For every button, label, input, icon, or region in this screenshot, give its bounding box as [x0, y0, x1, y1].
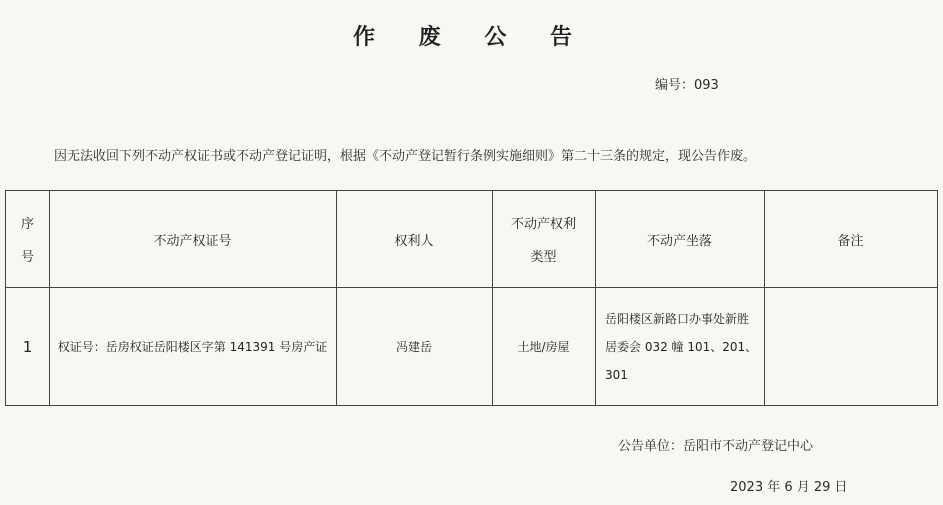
- intro-paragraph: 因无法收回下列不动产权证书或不动产登记证明，根据《不动产登记暂行条例实施细则》第二十三条的规定，现公告作废。: [54, 149, 757, 164]
- header-seq: [6, 191, 49, 287]
- row-cert-no: 权证号：岳房权证岳阳楼区字第 141391 号房产证: [57, 340, 328, 354]
- row-holder: 冯建岳: [395, 340, 432, 354]
- header-right-type-label-b: 类型: [530, 250, 557, 265]
- header-right-type-label-a: 不动产权利: [510, 217, 576, 232]
- row-location-lines: [605, 305, 757, 389]
- row-location-line: 居委会 032 幢 101、201、: [605, 339, 758, 354]
- header-remark: 备注: [837, 233, 864, 249]
- row-location-line: 301: [605, 367, 628, 382]
- header-right-type: [492, 191, 595, 287]
- serial-number: 编号：093: [655, 78, 719, 93]
- row-location-line: 岳阳楼区新路口办事处新胜: [605, 311, 750, 326]
- header-seq-label-b: 号: [20, 250, 34, 265]
- header-cert-no: 不动产权证号: [153, 233, 232, 249]
- row-location: [595, 288, 764, 405]
- row-seq: 1: [22, 337, 33, 356]
- issue-date: 2023 年 6 月 29 日: [730, 480, 848, 495]
- issuing-unit: 公告单位：岳阳市不动产登记中心: [618, 439, 814, 454]
- header-holder: 权利人: [394, 233, 434, 249]
- row-remark: [764, 288, 937, 405]
- cancellation-table: [5, 190, 938, 406]
- row-right-type: 土地/房屋: [517, 340, 570, 354]
- header-seq-label-a: 序: [20, 217, 34, 232]
- document-title: 作 废 公 告: [353, 25, 590, 50]
- header-location: 不动产坐落: [646, 233, 712, 249]
